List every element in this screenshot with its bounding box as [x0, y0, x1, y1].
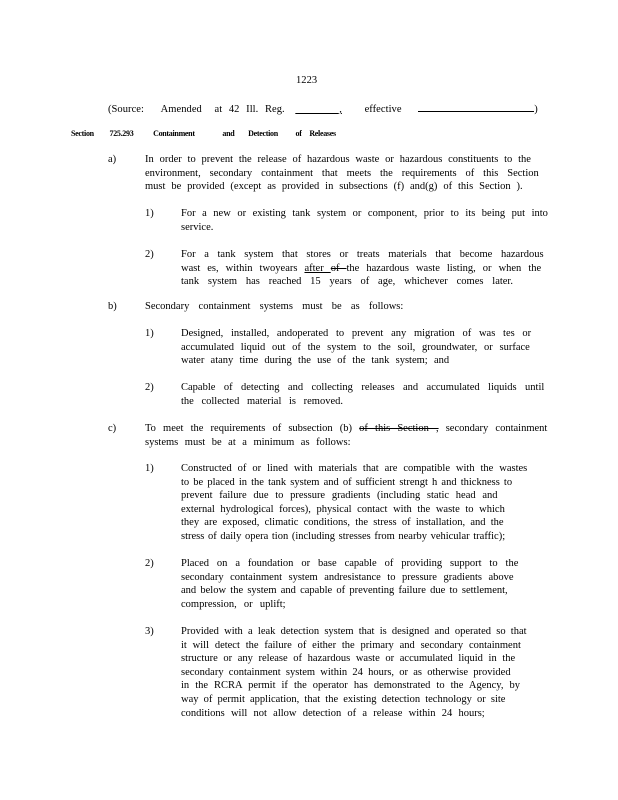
text-line: prevent failure due to pressure gradients (including static head and [181, 490, 498, 502]
text-line: compression, or uplift; [181, 598, 286, 610]
item-b2-label: 2) [145, 382, 154, 393]
source-prefix: (Source: [108, 104, 144, 115]
text-line: external hydrological forces), physical contact with the waste to which [181, 503, 505, 515]
text-segment: wast es, within twoyears [181, 262, 305, 274]
text-line: Constructed of or lined with materials that are compatible with the wastes [181, 463, 528, 474]
item-a2-label: 2) [145, 249, 154, 260]
source-effective-blank [418, 102, 534, 112]
text-line: accumulated liquid out of the system to the soil, groundwater, or surface [181, 341, 530, 353]
text-line: it will detect the failure of either the primary and secondary containment [181, 639, 521, 651]
text-line: conditions will not allow detection of a release within 24 hours; [181, 707, 485, 719]
text-line [145, 422, 548, 436]
text-line: tank system has reached 15 years of age, whichever comes later. [181, 276, 513, 288]
item-b1-label: 1) [145, 328, 154, 339]
section-title-word: of [295, 129, 302, 138]
source-note [108, 102, 538, 117]
source-effective: effective [364, 104, 402, 115]
section-title-word: Containment [153, 129, 195, 138]
item-b1-text [181, 327, 541, 368]
text-line: secondary containment system andresistance to pressure gradients above [181, 571, 514, 583]
source-at: at 42 Ill. Reg. [214, 104, 285, 115]
text-line: For a new or existing tank system or component, prior to its being put into [181, 208, 548, 219]
item-a2-text [181, 248, 544, 289]
text-segment: secondary containment [438, 423, 548, 434]
page-number: 1223 [296, 75, 318, 86]
subsection-c-text [145, 422, 548, 449]
text-line: systems must be at a minimum as follows: [145, 436, 351, 448]
text-line: they are exposed, climatic conditions, the stress of installation, and the [181, 517, 504, 529]
source-amended: Amended [160, 104, 202, 115]
text-line: In order to prevent the release of hazardous waste or hazardous constituents to the [145, 154, 531, 165]
text-line: in the RCRA permit if the operator has demonstrated to the Agency, by [181, 680, 521, 692]
section-label: Section [71, 129, 94, 138]
text-line: Placed on a foundation or base capable of providing support to the [181, 558, 519, 569]
item-c3-text [181, 625, 541, 720]
text-line: For a tank system that stores or treats materials that become hazardous [181, 249, 544, 260]
text-segment: To meet the requirements of subsection (b) [145, 423, 360, 434]
section-heading [71, 129, 336, 138]
deleted-text: of [330, 262, 347, 274]
section-title-word: Detection [248, 129, 278, 138]
item-a1-label: 1) [145, 208, 154, 219]
item-c3-label: 3) [145, 626, 154, 637]
subsection-c-label: c) [108, 423, 117, 434]
text-line: Secondary containment systems must be as follows: [145, 301, 404, 312]
source-close: ) [534, 104, 538, 115]
text-line: structure or any release of hazardous waste or accumulated liquid in the [181, 653, 516, 665]
deleted-text: of this Section , [359, 423, 439, 434]
text-line: must be provided (except as provided in subsections (f) and(g) of this Section ). [145, 181, 523, 193]
text-line: Provided with a leak detection system that is designed and operated so that [181, 626, 527, 637]
section-title-word: Releases [309, 129, 336, 138]
section-title-word: and [222, 129, 235, 138]
text-line: to be placed in the tank system and of sufficient strengt h and thickness to [181, 476, 513, 488]
text-line: way of permit application, that the existing detection technology or site [181, 693, 506, 705]
text-line [181, 262, 541, 276]
item-c1-label: 1) [145, 463, 154, 474]
section-number: 725.293 [109, 129, 134, 138]
item-a1-text [181, 207, 548, 234]
text-line: secondary containment system within 24 hours, or as otherwise provided [181, 666, 511, 678]
text-line: environment, secondary containment that meets the requirements of this Section [145, 167, 539, 179]
text-line: Capable of detecting and collecting releases and accumulated liquids until [181, 382, 545, 393]
inserted-text: after [304, 262, 331, 274]
subsection-b-label: b) [108, 301, 117, 312]
item-c2-text [181, 557, 541, 611]
item-c1-text [181, 462, 541, 544]
text-line: and below the system and capable of preventing failure due to settlement, [181, 585, 508, 597]
source-date-blank: __ _____, [295, 104, 342, 115]
subsection-a-label: a) [108, 154, 117, 165]
item-c2-label: 2) [145, 558, 154, 569]
subsection-b-text [145, 300, 540, 314]
text-line: Designed, installed, andoperated to prevent any migration of was tes or [181, 328, 532, 339]
text-line: stress of daily opera tion (including stresses from nearby vehicular traffic); [181, 530, 506, 542]
text-line: the collected material is removed. [181, 395, 343, 407]
subsection-a-text [145, 153, 540, 194]
item-b2-text [181, 381, 545, 408]
text-segment: the hazardous waste listing, or when the [346, 262, 542, 274]
text-line: service. [181, 221, 214, 233]
text-line: water atany time during the use of the tank system; and [181, 355, 450, 367]
